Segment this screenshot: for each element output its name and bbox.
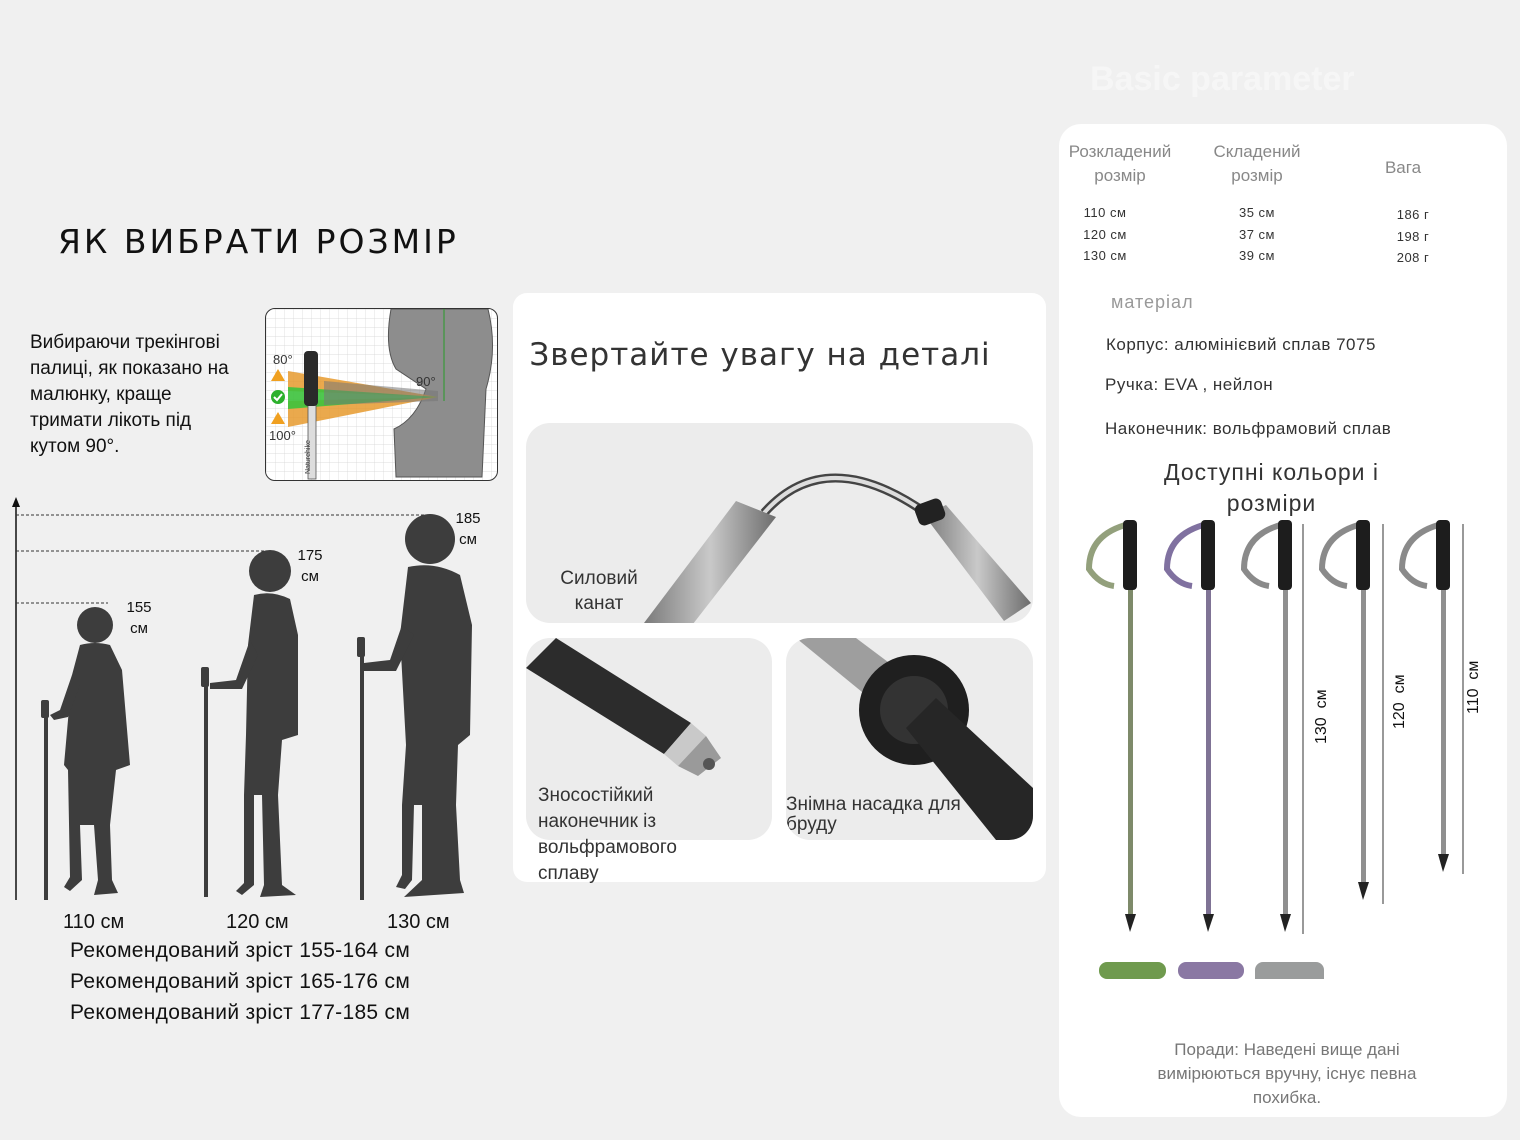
table-cell: 37 см	[1238, 226, 1275, 242]
angle-label-bottom: 100°	[269, 428, 296, 443]
table-cell: 35 см	[1238, 205, 1275, 220]
material-handle: Ручка: EVA , нейлон	[1105, 375, 1274, 394]
details-panel	[513, 293, 1046, 882]
adult-silhouette	[364, 514, 472, 897]
table-cell: 198 г	[1396, 228, 1430, 244]
table-cell: 39 см	[1238, 248, 1275, 263]
basket-photo	[786, 638, 1033, 840]
col-header-folded: Складений розмір	[1213, 142, 1301, 185]
cable-photo	[526, 423, 1033, 623]
pole-purple	[1167, 520, 1215, 932]
col-unfolded	[1073, 202, 1137, 267]
poles-image	[1059, 514, 1507, 944]
parameters-panel	[1059, 124, 1507, 1117]
height-label-175: 175 см	[297, 547, 323, 585]
col-folded	[1225, 202, 1289, 267]
material-label: матеріал	[1111, 292, 1194, 312]
height-silhouettes	[10, 495, 500, 915]
col-weight	[1381, 204, 1445, 269]
angle-label-top: 80°	[273, 352, 293, 367]
details-title: Звертайте увагу на деталі	[529, 337, 991, 373]
height-label-155: 155 см	[126, 599, 152, 637]
recommendation-2: Рекомендований зріст 165-176 см	[70, 970, 411, 993]
pole-size-130: 130 см	[387, 911, 450, 933]
table-cell: 130 см	[1083, 248, 1127, 263]
faded-header: Basic parameter	[1090, 60, 1355, 98]
pole-size-110: 110 см	[63, 911, 125, 933]
color-swatch-gray[interactable]	[1255, 962, 1324, 979]
length-label-120: 120 см	[1391, 674, 1408, 729]
teen-silhouette	[210, 550, 298, 897]
pole-gray-110	[1402, 520, 1463, 874]
material-tip: Наконечник: вольфрамовий сплав	[1105, 419, 1392, 438]
tip-note: Поради: Наведені вище дані вимірюються вручну, існує певна похибка.	[1157, 1040, 1417, 1107]
recommendation-3: Рекомендований зріст 177-185 см	[70, 1001, 411, 1024]
color-swatch-green[interactable]	[1099, 962, 1166, 979]
available-title: Доступні кольори і розміри	[1163, 459, 1380, 516]
tip-caption: Зносостійкий наконечник із вольфрамового сплаву	[538, 785, 677, 884]
length-label-130: 130 см	[1313, 689, 1330, 744]
section-title: ЯК ВИБРАТИ РОЗМІР	[58, 222, 459, 261]
child-silhouette	[50, 607, 130, 895]
col-header-unfolded: Розкладений розмір	[1068, 142, 1172, 185]
pole-gray-130	[1244, 520, 1303, 934]
recommendation-1: Рекомендований зріст 155-164 см	[70, 939, 411, 962]
col-header-weight: Вага	[1384, 158, 1422, 177]
check-icon	[271, 390, 285, 404]
table-cell: 208 г	[1396, 250, 1430, 265]
height-label-185: 185 см	[455, 510, 481, 548]
table-cell: 186 г	[1396, 207, 1430, 222]
pole-size-120: 120 см	[226, 911, 289, 933]
elbow-angle-diagram	[265, 308, 498, 481]
color-swatch-purple[interactable]	[1178, 962, 1244, 979]
brand-label: Naturehike	[305, 440, 312, 474]
cable-caption: Силовий канат	[560, 568, 638, 614]
length-label-110: 110 см	[1465, 660, 1482, 714]
table-cell: 120 см	[1083, 226, 1127, 242]
axis-arrow-icon	[12, 497, 20, 507]
material-body: Корпус: алюмінієвий сплав 7075	[1106, 335, 1376, 354]
basket-caption: Знімна насадка для бруду	[786, 794, 961, 835]
pole-green	[1089, 520, 1137, 932]
angle-label-mid: 90°	[416, 374, 436, 389]
intro-text: Вибираючи трекінгові палиці, як показано на малюнку, краще тримати лікоть під кутом 90°.	[30, 332, 229, 457]
table-cell: 110 см	[1083, 205, 1127, 220]
